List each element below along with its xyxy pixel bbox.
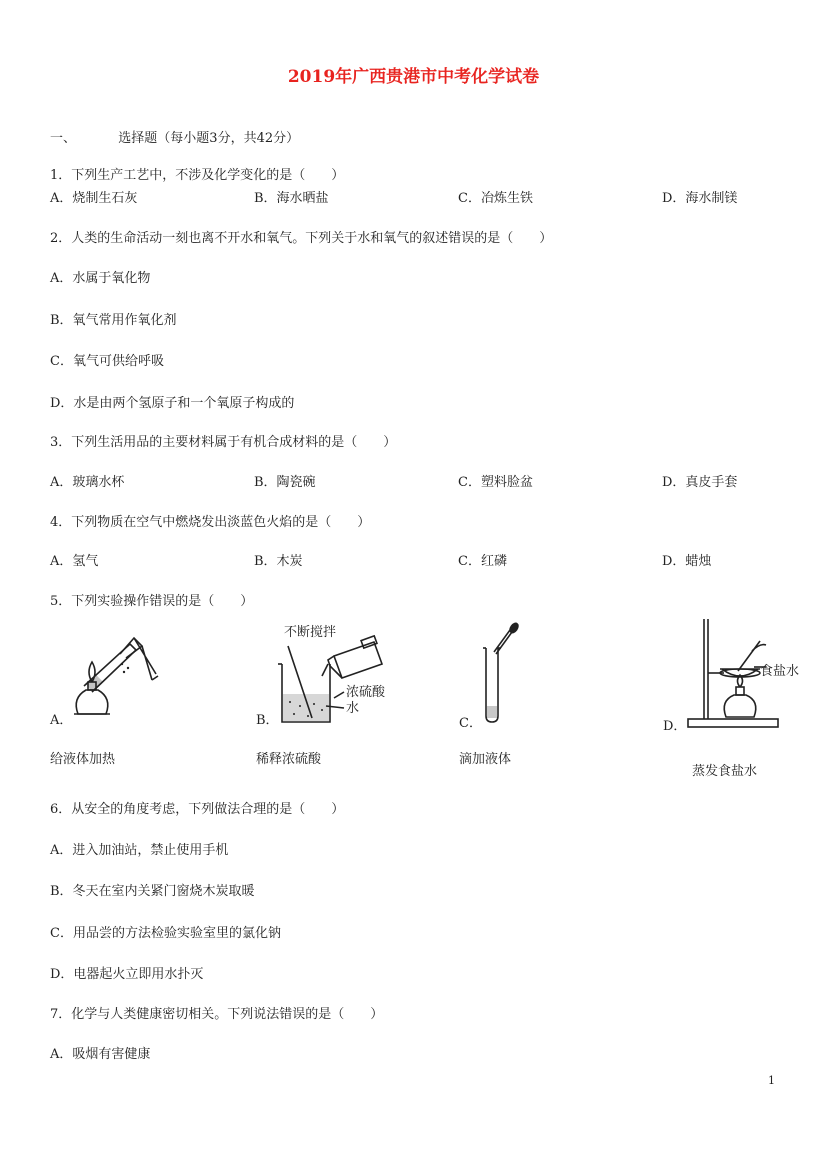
question-4-option-a: A．氢气	[50, 554, 99, 569]
question-2-option-d: D．水是由两个氢原子和一个氧原子构成的	[50, 396, 295, 411]
section-heading	[50, 127, 299, 146]
beaker-dilution-icon	[270, 620, 400, 728]
question-4-stem: 4．下列物质在空气中燃烧发出淡蓝色火焰的是（ ）	[50, 515, 371, 530]
question-4-option-c: C．红磷	[458, 554, 507, 569]
question-1-option-c: C．冶炼生铁	[458, 191, 533, 206]
question-1-stem: 1．下列生产工艺中，不涉及化学变化的是（ ）	[50, 168, 345, 183]
section-number: 一、	[50, 131, 77, 146]
question-2-option-b: B．氧气常用作氧化剂	[50, 313, 177, 328]
question-2-option-c: C．氧气可供给呼吸	[50, 354, 164, 369]
question-6-option-b: B．冬天在室内关紧门窗烧木炭取暖	[50, 884, 255, 899]
question-7-option-a: A．吸烟有害健康	[50, 1047, 151, 1062]
question-2-option-a: A．水属于氧化物	[50, 271, 151, 286]
figure-b-letter: B．	[256, 713, 279, 728]
question-7-stem: 7．化学与人类健康密切相关。下列说法错误的是（ ）	[50, 1007, 384, 1022]
page-number: 1	[768, 1074, 775, 1087]
figure-a-caption: 给液体加热	[50, 752, 116, 767]
question-1-option-b: B．海水晒盐	[254, 191, 329, 206]
figure-c-letter: C．	[459, 716, 482, 731]
question-4-options	[50, 550, 780, 568]
question-4-option-d: D．蜡烛	[662, 554, 712, 569]
label-conc-acid: 浓硫酸	[346, 685, 386, 700]
dropper-test-tube-icon	[478, 622, 528, 726]
question-3-stem: 3．下列生活用品的主要材料属于有机合成材料的是（ ）	[50, 435, 397, 450]
question-3-options	[50, 471, 780, 489]
question-3-option-b: B．陶瓷碗	[254, 475, 316, 490]
test-tube-heating-icon	[64, 628, 164, 724]
evaporating-dish-icon	[680, 615, 804, 731]
question-6-option-c: C．用品尝的方法检验实验室里的氯化钠	[50, 926, 281, 941]
figure-b-caption: 稀释浓硫酸	[256, 752, 322, 767]
question-6-stem: 6．从安全的角度考虑，下列做法合理的是（ ）	[50, 802, 345, 817]
question-6-option-d: D．电器起火立即用水扑灭	[50, 967, 204, 982]
figure-d-letter: D．	[663, 719, 687, 734]
figure-a-letter: A．	[50, 713, 73, 728]
question-1-option-d: D．海水制镁	[662, 191, 738, 206]
page-title: 2019年广西贵港市中考化学试卷	[287, 67, 540, 87]
label-salt-water: 食盐水	[760, 664, 800, 679]
question-2-stem: 2．人类的生命活动一刻也离不开水和氧气。下列关于水和氧气的叙述错误的是（ ）	[50, 231, 553, 246]
section-label: 选择题（每小题3分，共42分）	[118, 131, 300, 146]
figure-c-caption: 滴加液体	[459, 752, 512, 767]
question-5-stem: 5．下列实验操作错误的是（ ）	[50, 594, 254, 609]
question-3-option-c: C．塑料脸盆	[458, 475, 533, 490]
question-1-options	[50, 187, 780, 205]
question-1-option-a: A．烧制生石灰	[50, 191, 138, 206]
label-water: 水	[346, 701, 360, 716]
question-4-option-b: B．木炭	[254, 554, 303, 569]
question-3-option-d: D．真皮手套	[662, 475, 738, 490]
label-stir: 不断搅拌	[284, 625, 337, 640]
question-3-option-a: A．玻璃水杯	[50, 475, 125, 490]
question-6-option-a: A．进入加油站，禁止使用手机	[50, 843, 229, 858]
figure-d-caption: 蒸发食盐水	[692, 764, 758, 779]
